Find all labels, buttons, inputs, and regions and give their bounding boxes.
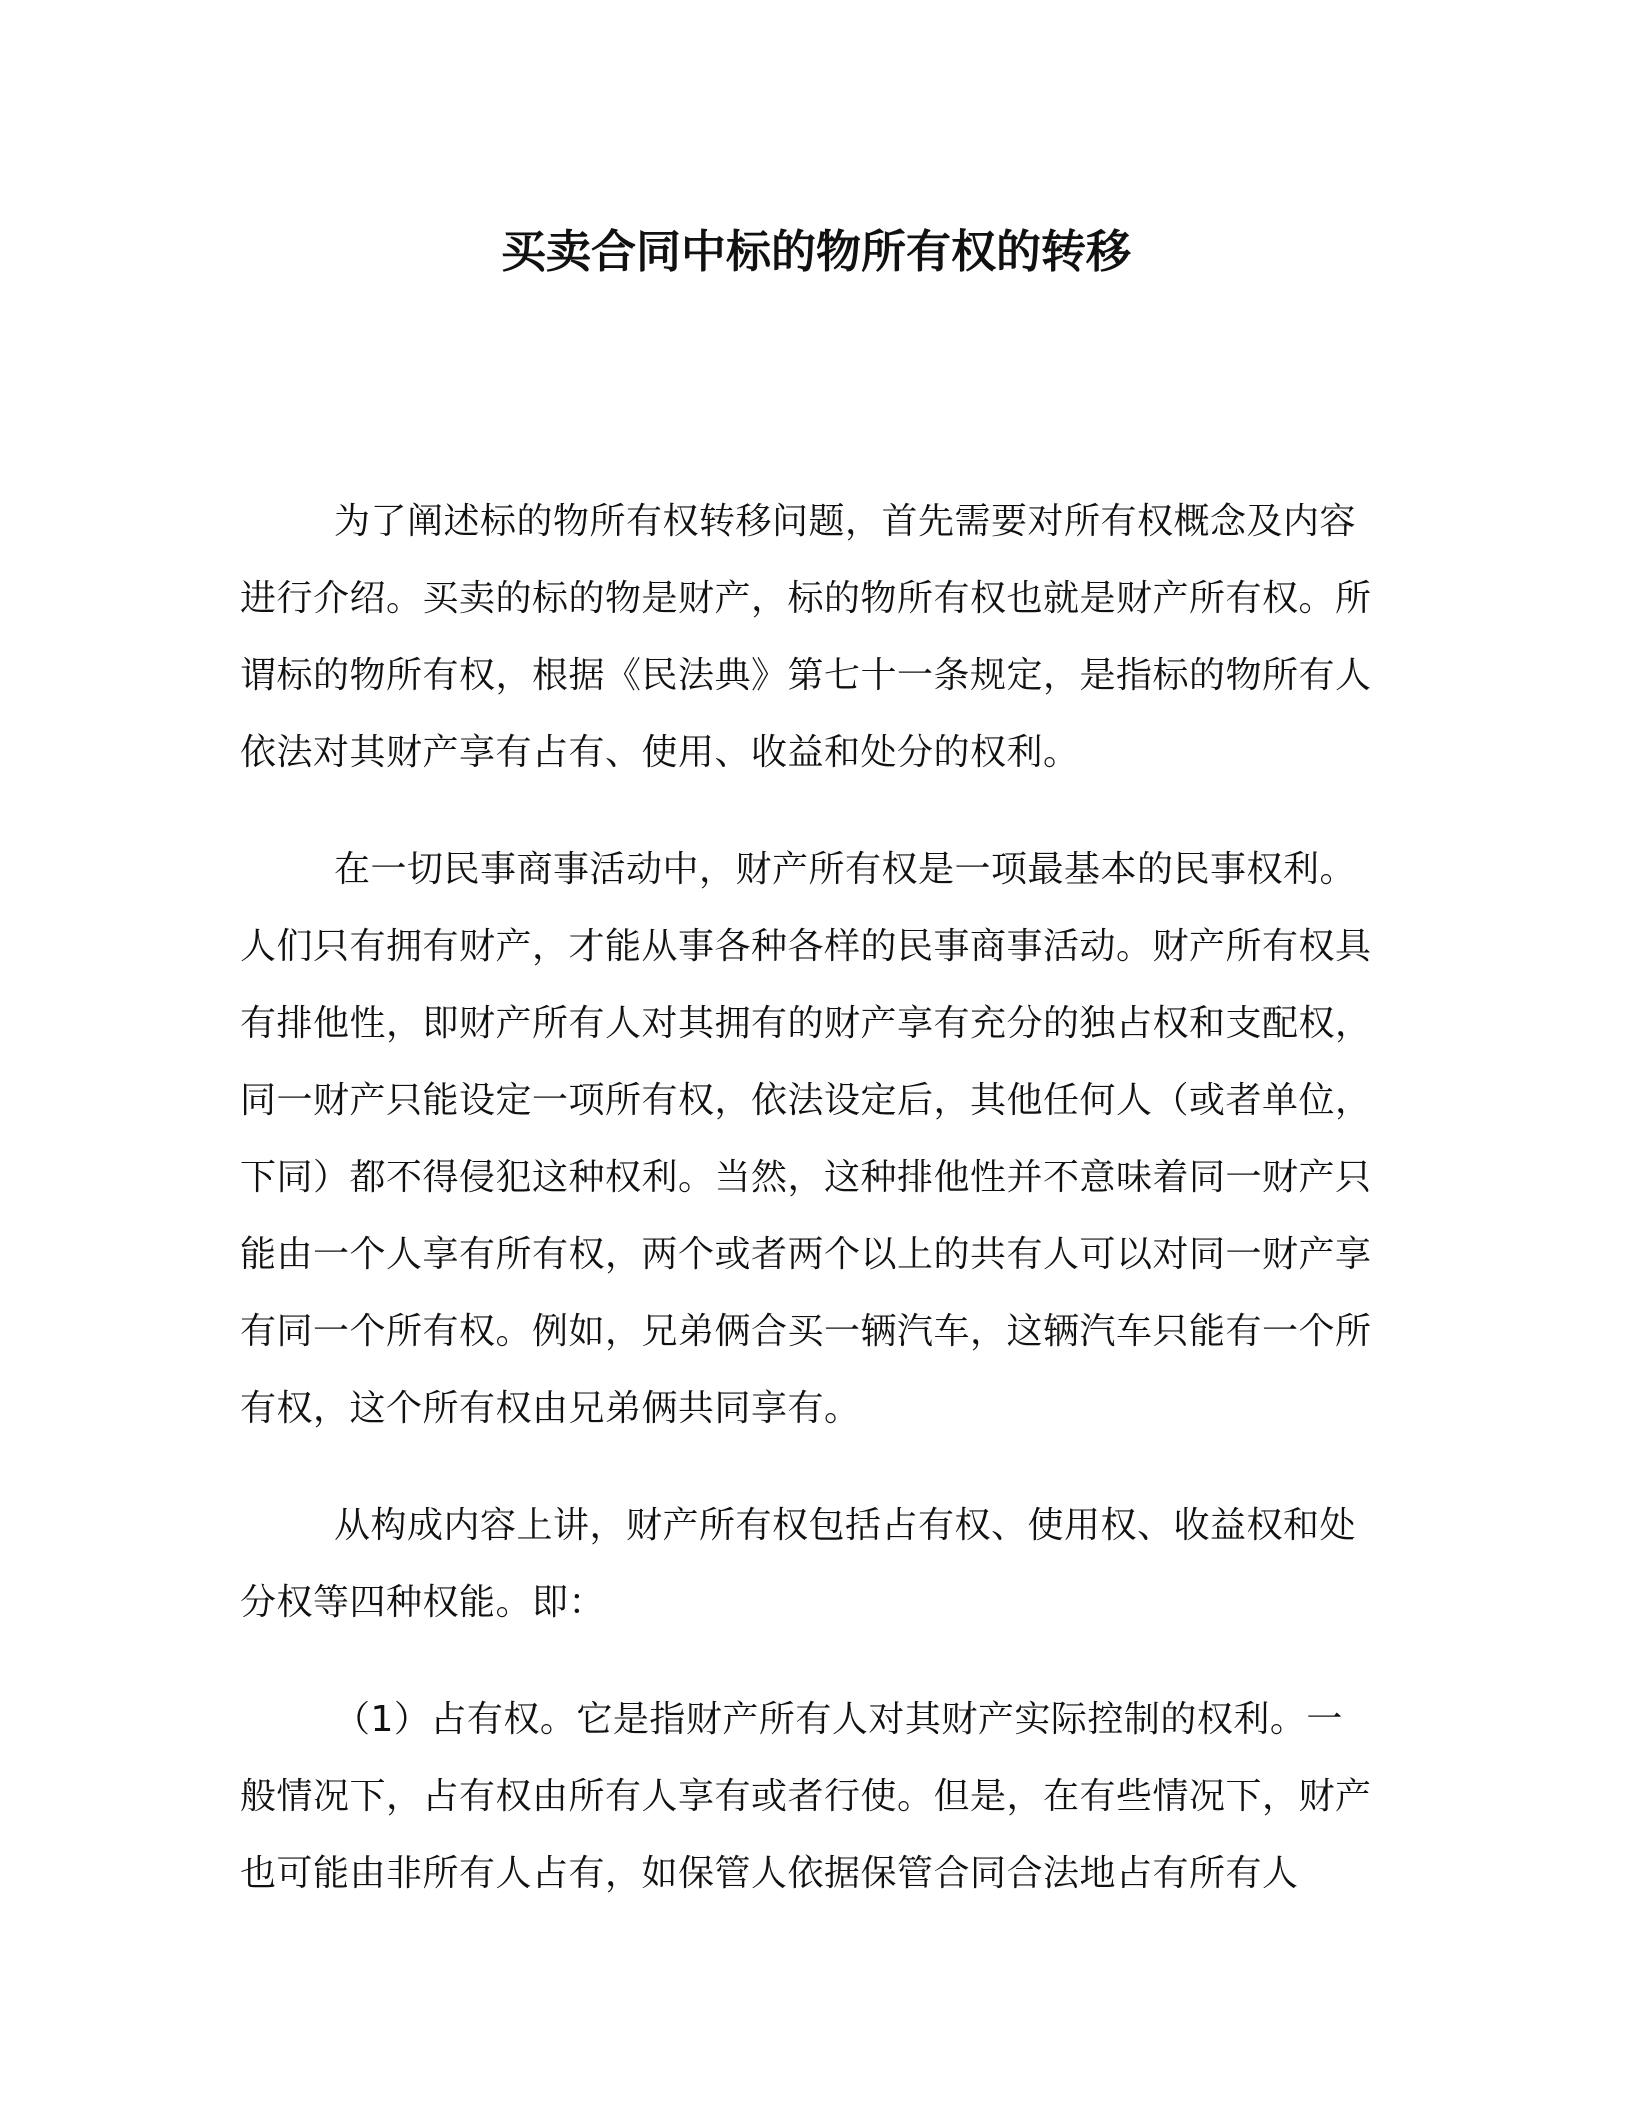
paragraph-ownership-definition: 为了阐述标的物所有权转移问题，首先需要对所有权概念及内容进行介绍。买卖的标的物是财产，标的物所有权也就是财产所有权。所谓标的物所有权，根据《民法典》第七十一条规定，是指标的物所有人依法对其财产享有占有、使用、收益和处分的权利。 [240,501,1372,773]
document-title: 买卖合同中标的物所有权的转移 [500,225,1131,278]
document-body [240,483,1374,1952]
paragraph-possession-right: （1）占有权。它是指财产所有人对其财产实际控制的权利。一般情况下，占有权由所有人享有或者行使。但是，在有些情况下，财产也可能由非所有人占有，如保管人依据保管合同合法地占有所有人 [240,1699,1372,1894]
paragraph-four-powers: 从构成内容上讲，财产所有权包括占有权、使用权、收益权和处分权等四种权能。即： [240,1505,1357,1623]
paragraph-exclusivity: 在一切民事商事活动中，财产所有权是一项最基本的民事权利。人们只有拥有财产，才能从事各种各样的民事商事活动。财产所有权具有排他性，即财产所有人对其拥有的财产享有充分的独占权和支配权，同一财产只能设定一项所有权，依法设定后，其他任何人（或者单位，下同）都不得侵犯这种权利。当然，这种排他性并不意味着同一财产只能由一个人享有所有权，两个或者两个以上的共有人可以对同一财产享有同一个所有权。例如，兄弟俩合买一辆汽车，这辆汽车只能有一个所有权，这个所有权由兄弟俩共同享有。 [240,849,1372,1429]
